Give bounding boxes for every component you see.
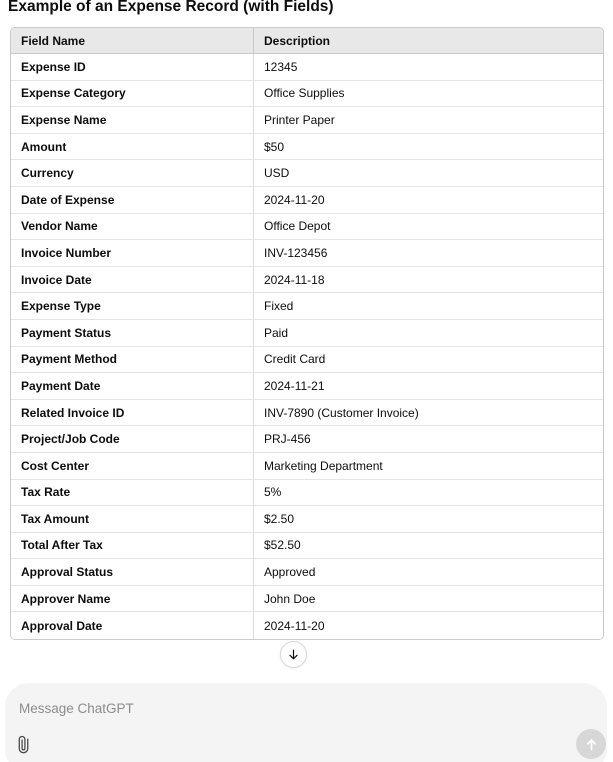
table-row xyxy=(11,559,603,586)
field-name-cell: Currency xyxy=(11,160,254,186)
table-row xyxy=(11,160,603,187)
table-row xyxy=(11,373,603,400)
description-cell: Office Supplies xyxy=(264,86,345,101)
table-body xyxy=(11,54,603,639)
table-row xyxy=(11,320,603,347)
description-cell: Credit Card xyxy=(264,352,326,367)
description-cell: USD xyxy=(264,166,290,181)
description-cell: 5% xyxy=(264,485,282,500)
field-name-cell: Payment Date xyxy=(11,373,254,399)
field-name-cell: Approval Status xyxy=(11,559,254,585)
description-cell: Marketing Department xyxy=(264,458,383,473)
field-name-cell: Payment Status xyxy=(11,320,254,346)
field-name-cell: Invoice Number xyxy=(11,240,254,266)
description-cell: 2024-11-20 xyxy=(264,618,325,633)
table-row xyxy=(11,134,603,161)
table-row xyxy=(11,214,603,241)
field-name-cell: Related Invoice ID xyxy=(11,400,254,426)
description-cell: Paid xyxy=(264,325,289,340)
field-name-cell: Amount xyxy=(11,134,254,160)
description-cell: Printer Paper xyxy=(264,112,335,127)
description-cell: Approved xyxy=(264,565,316,580)
header-description: Description xyxy=(264,33,331,48)
table-row xyxy=(11,453,603,480)
description-cell: 2024-11-18 xyxy=(264,272,325,287)
table-row xyxy=(11,267,603,294)
description-cell: PRJ-456 xyxy=(264,432,311,447)
field-name-cell: Cost Center xyxy=(11,453,254,479)
description-cell: INV-7890 (Customer Invoice) xyxy=(264,405,419,420)
description-cell: $52.50 xyxy=(264,538,301,553)
description-cell: 2024-11-21 xyxy=(264,378,325,393)
field-name-cell: Payment Method xyxy=(11,347,254,373)
field-name-cell: Total After Tax xyxy=(11,533,254,559)
table-row xyxy=(11,426,603,453)
field-name-cell: Tax Amount xyxy=(11,506,254,532)
field-name-cell: Invoice Date xyxy=(11,267,254,293)
table-row xyxy=(11,293,603,320)
description-cell: $2.50 xyxy=(264,511,295,526)
field-name-cell: Project/Job Code xyxy=(11,426,254,452)
description-cell: Fixed xyxy=(264,299,294,314)
table-row xyxy=(11,54,603,81)
table-row xyxy=(11,107,603,134)
description-cell: INV-123456 xyxy=(264,245,328,260)
table-row xyxy=(11,400,603,427)
attach-button[interactable] xyxy=(11,732,35,756)
description-cell: 12345 xyxy=(264,59,298,74)
header-field-name: Field Name xyxy=(11,28,254,53)
description-cell: Office Depot xyxy=(264,219,331,234)
table-row xyxy=(11,347,603,374)
field-name-cell: Tax Rate xyxy=(11,480,254,506)
table-row xyxy=(11,187,603,214)
paperclip-icon xyxy=(15,736,32,753)
description-cell: John Doe xyxy=(264,591,316,606)
composer xyxy=(5,683,607,762)
table-row xyxy=(11,506,603,533)
send-button[interactable] xyxy=(576,729,606,759)
table-row xyxy=(11,533,603,560)
field-name-cell: Expense Name xyxy=(11,107,254,133)
table-row xyxy=(11,480,603,507)
field-name-cell: Expense Type xyxy=(11,293,254,319)
message-input[interactable] xyxy=(19,698,579,718)
description-cell: 2024-11-20 xyxy=(264,192,325,207)
description-cell: $50 xyxy=(264,139,285,154)
scroll-to-bottom-button[interactable] xyxy=(280,641,307,668)
page-title: Example of an Expense Record (with Fields) xyxy=(8,0,334,15)
field-name-cell: Expense ID xyxy=(11,54,254,80)
table-row xyxy=(11,612,603,639)
arrow-down-icon xyxy=(287,648,300,661)
expense-table xyxy=(10,27,604,640)
table-header-row xyxy=(11,28,603,54)
field-name-cell: Date of Expense xyxy=(11,187,254,213)
field-name-cell: Vendor Name xyxy=(11,214,254,240)
arrow-up-icon xyxy=(584,737,599,752)
table-row xyxy=(11,81,603,108)
field-name-cell: Approver Name xyxy=(11,586,254,612)
field-name-cell: Approval Date xyxy=(11,612,254,639)
field-name-cell: Expense Category xyxy=(11,81,254,107)
table-row xyxy=(11,240,603,267)
table-row xyxy=(11,586,603,613)
